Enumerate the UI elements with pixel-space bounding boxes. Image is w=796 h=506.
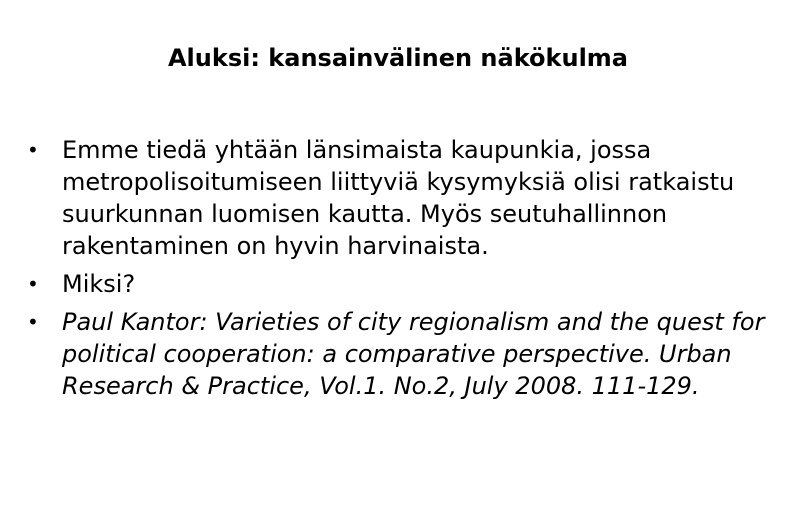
slide-title: Aluksi: kansainvälinen näkökulma bbox=[167, 44, 628, 72]
bullet-item-statement bbox=[27, 134, 777, 262]
bullet-item-reference bbox=[27, 306, 777, 402]
bullet-text: Miksi? bbox=[62, 270, 136, 298]
bullet-icon: • bbox=[27, 138, 39, 162]
reference-citation: Paul Kantor: Varieties of city regionalism and the quest for political cooperation: a comparative perspective. Urban Research & Practice, Vol.1. No.2, July 2008. 111-129. bbox=[62, 308, 765, 400]
bullet-text: Emme tiedä yhtään länsimaista kaupunkia, jossa metropolisoitumiseen liittyviä kysymyksiä olisi ratkaistu suurkunnan luomisen kautta. Myös seutuhallinnon rakentaminen on hyvin harvinaista. bbox=[62, 136, 735, 260]
bullet-item-question bbox=[27, 268, 777, 300]
bullet-icon: • bbox=[27, 310, 39, 334]
bullet-list bbox=[27, 134, 777, 408]
bullet-icon: • bbox=[27, 272, 39, 296]
